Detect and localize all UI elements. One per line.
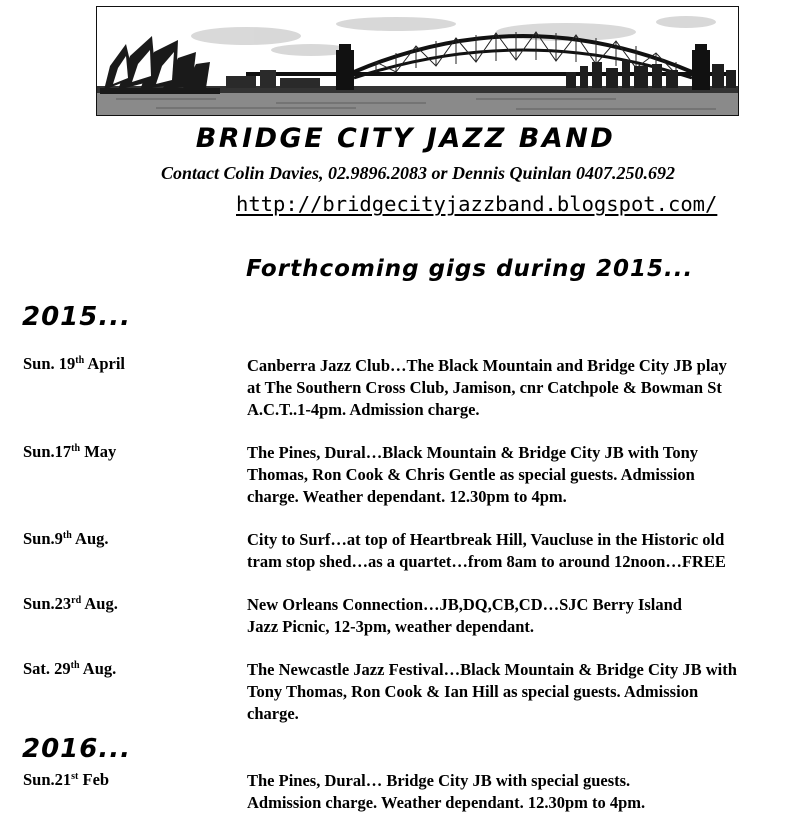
gig-description-line: charge. — [247, 704, 299, 723]
gig-description — [247, 659, 737, 725]
band-title: BRIDGE CITY JAZZ BAND — [195, 123, 616, 154]
gig-description-line: at The Southern Cross Club, Jamison, cnr Catchpole & Bowman St — [247, 378, 722, 397]
gig-description-line: Tony Thomas, Ron Cook & Ian Hill as special guests. Admission — [247, 682, 699, 701]
gig-description-line: The Newcastle Jazz Festival…Black Mountain & Bridge City JB with — [247, 660, 737, 679]
gig-description — [247, 442, 698, 508]
bridge-pylon-right — [692, 50, 710, 90]
gig-description-line: Jazz Picnic, 12-3pm, weather dependant. — [247, 617, 535, 636]
bridge-deck — [246, 72, 736, 76]
gig-description — [247, 529, 726, 573]
gig-description-line: Admission charge. Weather dependant. 12.30pm to 4pm. — [247, 793, 646, 812]
gig-description — [247, 594, 682, 638]
gig-description — [247, 770, 645, 814]
gig-date: Sun.21st Feb — [23, 770, 110, 789]
gig-description-line: City to Surf…at top of Heartbreak Hill, Vaucluse in the Historic old — [247, 530, 725, 549]
gig-description-line: The Pines, Dural… Bridge City JB with special guests. — [247, 771, 631, 790]
harbour-bridge-banner — [96, 6, 739, 116]
year-heading-2016: 2016... — [22, 734, 131, 764]
gig-description-line: Canberra Jazz Club…The Black Mountain and Bridge City JB play — [247, 356, 727, 375]
forthcoming-gigs-heading: Forthcoming gigs during 2015... — [246, 256, 694, 282]
year-heading-2015: 2015... — [22, 302, 131, 332]
gig-description-line: tram stop shed…as a quartet…from 8am to around 12noon…FREE — [247, 552, 726, 571]
gig-description-line: Thomas, Ron Cook & Chris Gentle as special guests. Admission — [247, 465, 695, 484]
bridge-pylon-left — [336, 50, 354, 90]
gig-description-line: A.C.T..1-4pm. Admission charge. — [247, 400, 480, 419]
bridge-pylon-left-top — [339, 44, 351, 52]
gig-date: Sat. 29th Aug. — [23, 659, 117, 678]
gig-description-line: The Pines, Dural…Black Mountain & Bridge City JB with Tony — [247, 443, 699, 462]
gig-date: Sun. 19th April — [23, 354, 125, 373]
gig-date: Sun.23rd Aug. — [23, 594, 118, 613]
blog-link[interactable]: http://bridgecityjazzband.blogspot.com/ — [236, 192, 718, 216]
bridge-pylon-right-top — [695, 44, 707, 52]
gig-description — [247, 355, 727, 421]
contact-line: Contact Colin Davies, 02.9896.2083 or Dennis Quinlan 0407.250.692 — [160, 163, 676, 183]
gig-description-line: charge. Weather dependant. 12.30pm to 4pm. — [247, 487, 567, 506]
gig-date: Sun.17th May — [23, 442, 117, 461]
gig-description-line: New Orleans Connection…JB,DQ,CB,CD…SJC Berry Island — [247, 595, 682, 614]
gig-date: Sun.9th Aug. — [23, 529, 109, 548]
